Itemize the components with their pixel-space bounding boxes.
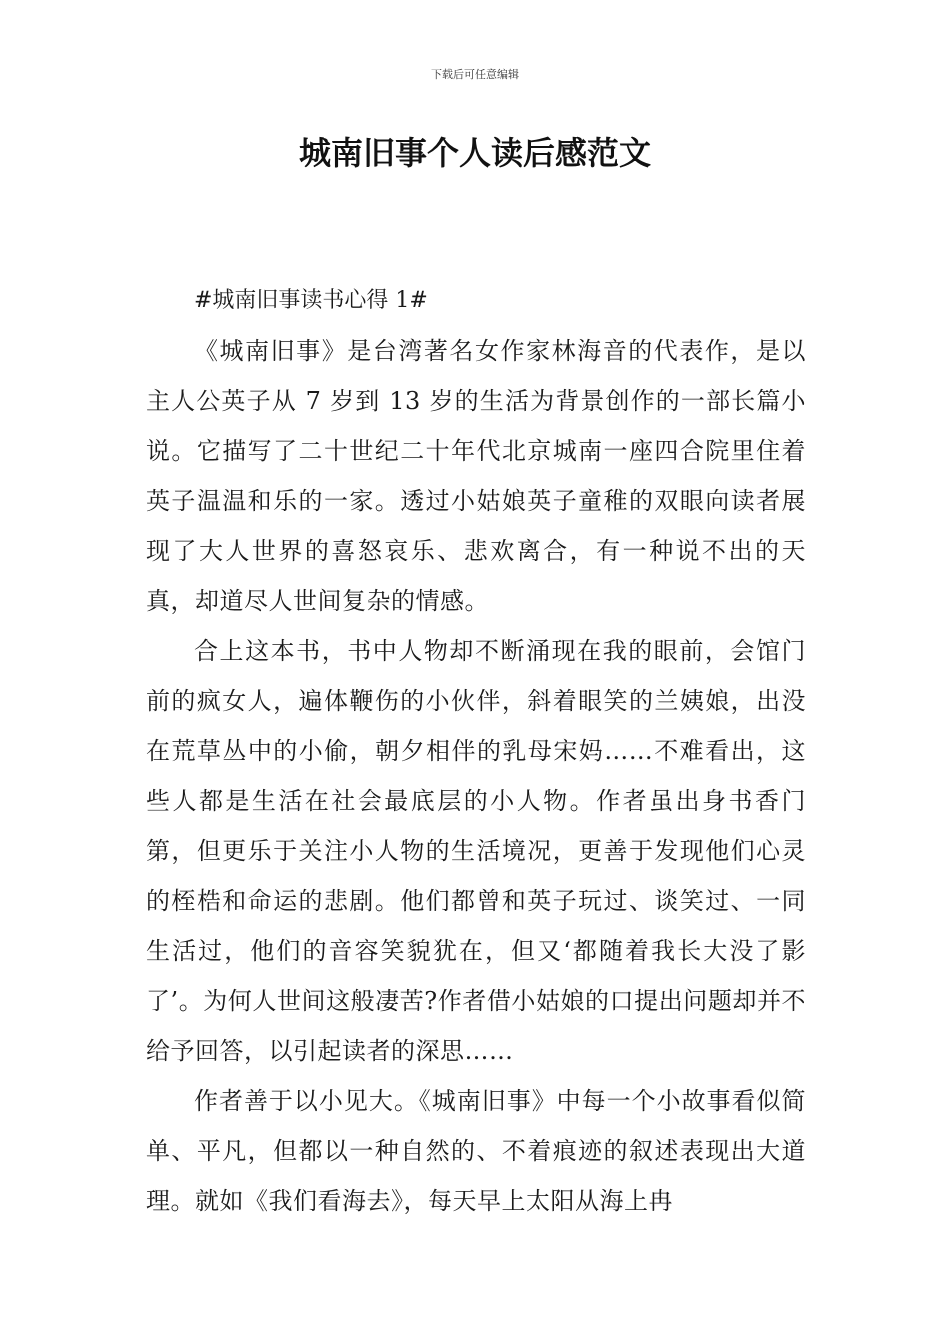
paragraph-1: 《城南旧事》是台湾著名女作家林海音的代表作，是以主人公英子从 7 岁到 13 岁的生活为背景创作的一部长篇小说。它描写了二十世纪二十年代北京城南一座四合院里住着英子温温和乐的一家。透过小姑娘英子童稚的双眼向读者展现了大人世界的喜怒哀乐、悲欢离合，有一种说不出的天真，却道尽人世间复杂的情感。 — [146, 337, 806, 615]
paragraph-3: 作者善于以小见大。《城南旧事》中每一个小故事看似简单、平凡，但都以一种自然的、不着痕迹的叙述表现出大道理。就如《我们看海去》，每天早上太阳从海上冉 — [146, 1087, 806, 1215]
document-body — [146, 276, 806, 1226]
page-header-note: 下载后可任意编辑 — [431, 68, 519, 81]
section-heading: #城南旧事读书心得 1# — [194, 288, 428, 313]
paragraph-2: 合上这本书，书中人物却不断涌现在我的眼前，会馆门前的疯女人，遍体鞭伤的小伙伴，斜着眼笑的兰姨娘，出没在荒草丛中的小偷，朝夕相伴的乳母宋妈……不难看出，这些人都是生活在社会最底层的小人物。作者虽出身书香门第，但更乐于关注小人物的生活境况，更善于发现他们心灵的桎梏和命运的悲剧。他们都曾和英子玩过、谈笑过、一同生活过，他们的音容笑貌犹在，但又‘都随着我长大没了影了’。为何人世间这般凄苦?作者借小姑娘的口提出问题却并不给予回答，以引起读者的深思…… — [146, 637, 806, 1065]
document-title: 城南旧事个人读后感范文 — [298, 134, 651, 172]
